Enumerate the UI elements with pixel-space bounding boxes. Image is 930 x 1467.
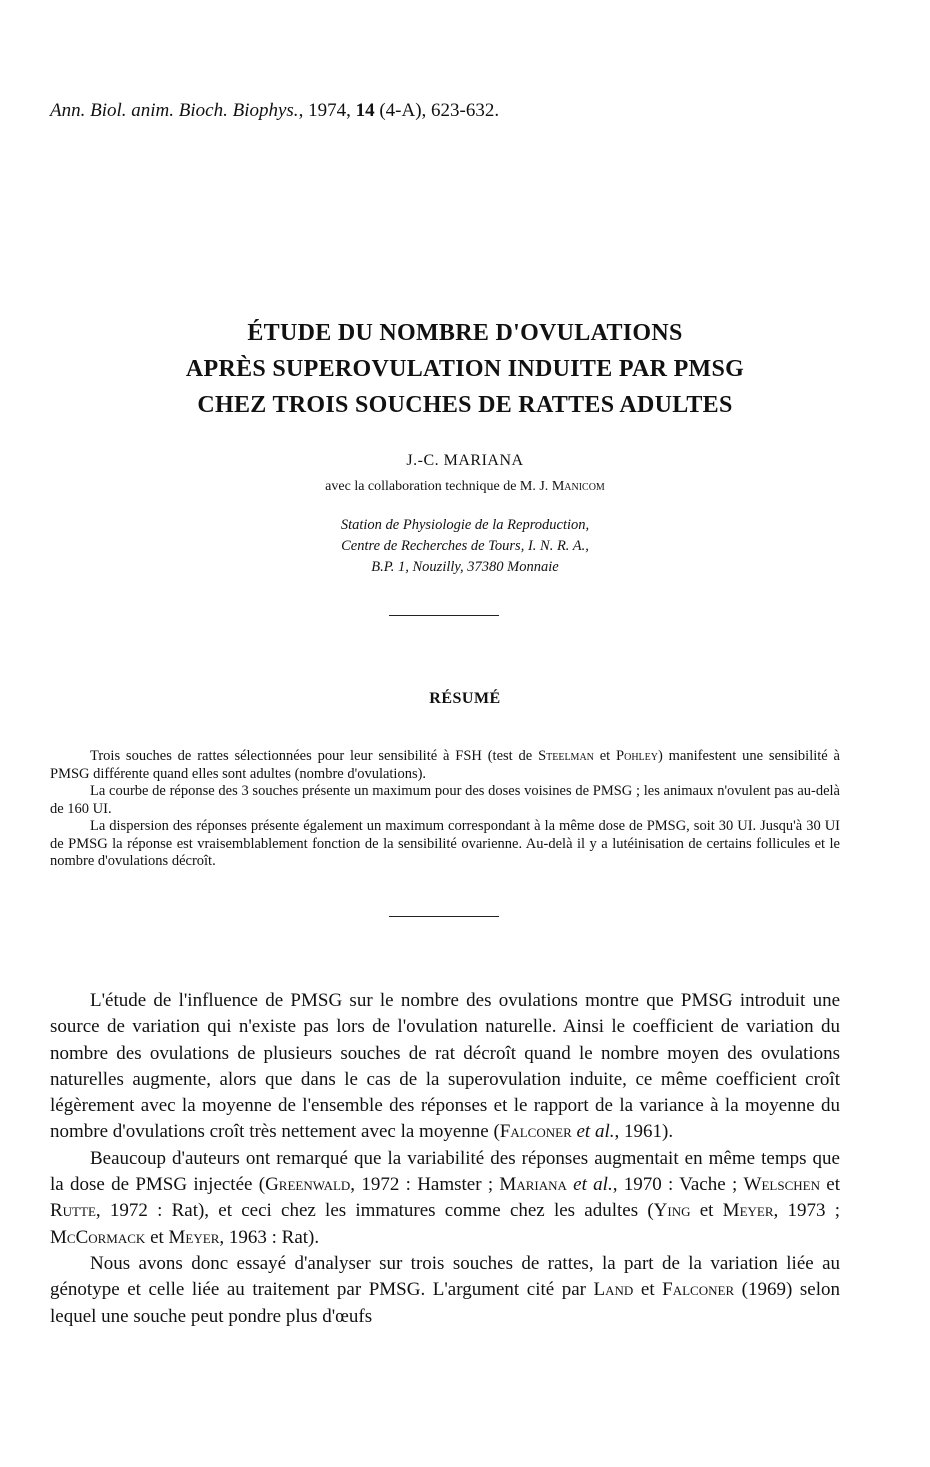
abstract-text: ) manifestent une sensibilité à PMSG différente quand elles sont adultes (nombre d'ovulations). [50, 748, 840, 782]
abstract-text: Trois souches de rattes sélectionnées pour leur sensibilité à FSH (test de [90, 748, 539, 764]
separator-rule-bottom [389, 916, 499, 917]
body-paragraph-2 [50, 1146, 840, 1251]
abstract-paragraph-3: La dispersion des réponses présente également un maximum correspondant à la même dose de PMSG, soit 30 UI. Jusqu'à 30 UI de PMSG la réponse est vraisemblablement fonction de la sensibilité ovarienne. Au-delà il y a lutéinisation de certains follicules et le nombre d'ovulations décroît. [50, 818, 840, 869]
body-text-run: , 1963 : Rat). [219, 1226, 320, 1248]
author-ref: Pohley [616, 748, 658, 764]
journal-volume: 14 [355, 100, 375, 121]
journal-pages: (4-A), 623-632. [374, 100, 500, 121]
author-ref: Greenwald [265, 1174, 351, 1196]
author-ref: Meyer [168, 1226, 220, 1248]
body-text-run: Beaucoup d'auteurs ont remarqué que la variabilité des réponses augmentait en même temps que la dose de PMSG injectée ( [50, 1147, 840, 1196]
author-ref: McCormack [50, 1226, 146, 1248]
author-ref: Ying [653, 1200, 691, 1222]
body-text-run: L'étude de l'influence de PMSG sur le nombre des ovulations montre que PMSG introduit une source de variation qui n'existe pas lors de l'ovulation naturelle. Ainsi le coefficient de variation du nombre des ovulations de plusieurs souches de rat décroît quand le nombre moyen des ovulations naturelles augmente, alors que dans le cas de la superovulation induite, ce même coefficient croît légèrement avec la moyenne de l'ensemble des réponses et le rapport de la variance à la moyenne du nombre d'ovulations croît très nettement avec la moyenne ( [50, 990, 840, 1143]
author-ref: Welschen [743, 1174, 820, 1196]
collaborator-name: Manicom [551, 479, 605, 494]
et-al: et al. [566, 1174, 613, 1196]
body-text-run: , 1961). [614, 1121, 674, 1143]
body-text-run: , 1970 : Vache ; [612, 1174, 744, 1196]
journal-name: Ann. Biol. anim. Bioch. Biophys. [50, 100, 299, 121]
body-text-run: , 1972 : Hamster ; [350, 1174, 500, 1196]
resume-heading: RÉSUMÉ [429, 690, 501, 707]
author-ref: Rutte [50, 1200, 96, 1222]
author: J.-C. MARIANA [406, 452, 524, 469]
author-ref: Meyer [722, 1200, 774, 1222]
abstract-text: et [593, 748, 617, 764]
author-ref: Land [593, 1279, 634, 1301]
abstract-paragraph-2: La courbe de réponse des 3 souches présente un maximum pour des doses voisines de PMSG ; les animaux n'ovulent pas au-delà de 160 UI. [50, 783, 840, 817]
body-text-run: , 1972 : Rat), et ceci chez les immatures comme chez les adultes ( [95, 1200, 654, 1222]
author-ref: Steelman [538, 748, 594, 764]
body-text-run: et [819, 1174, 840, 1196]
affiliation [0, 515, 930, 578]
author-ref: Mariana [499, 1174, 567, 1196]
article-title [0, 315, 930, 423]
body-text-run: et [690, 1200, 723, 1222]
body-text-run: (1969) selon lequel une souche peut pondre plus d'œufs [50, 1279, 840, 1327]
collaboration-note [0, 479, 930, 495]
body-text [50, 988, 840, 1330]
affiliation-line-3: B.P. 1, Nouzilly, 37380 Monnaie [371, 559, 559, 575]
body-text-run: Nous avons donc essayé d'analyser sur trois souches de rattes, la part de la variation liée au génotype et celle liée au traitement par PMSG. L'argument cité par [50, 1252, 840, 1301]
body-paragraph-1 [50, 988, 840, 1146]
title-line-3: CHEZ TROIS SOUCHES DE RATTES ADULTES [197, 392, 733, 418]
affiliation-line-2: Centre de Recherches de Tours, I. N. R. A., [341, 538, 589, 554]
separator-rule-top [389, 615, 499, 616]
journal-citation [50, 100, 499, 122]
title-line-2: APRÈS SUPEROVULATION INDUITE PAR PMSG [185, 356, 745, 382]
collaboration-prefix: avec la collaboration technique de M. J. [325, 479, 552, 494]
body-text-run: et [145, 1226, 169, 1248]
title-line-1: ÉTUDE DU NOMBRE D'OVULATIONS [247, 320, 683, 346]
abstract-paragraph-1 [50, 748, 840, 783]
et-al: et al. [571, 1121, 615, 1143]
body-text-run: et [633, 1279, 663, 1301]
body-paragraph-3 [50, 1251, 840, 1330]
body-text-run: , 1973 ; [773, 1200, 840, 1222]
journal-year: , 1974, [298, 100, 356, 121]
author-ref: Falconer [662, 1279, 735, 1301]
affiliation-line-1: Station de Physiologie de la Reproduction, [340, 517, 590, 533]
abstract [50, 748, 840, 871]
author-ref: Falconer [499, 1121, 572, 1143]
